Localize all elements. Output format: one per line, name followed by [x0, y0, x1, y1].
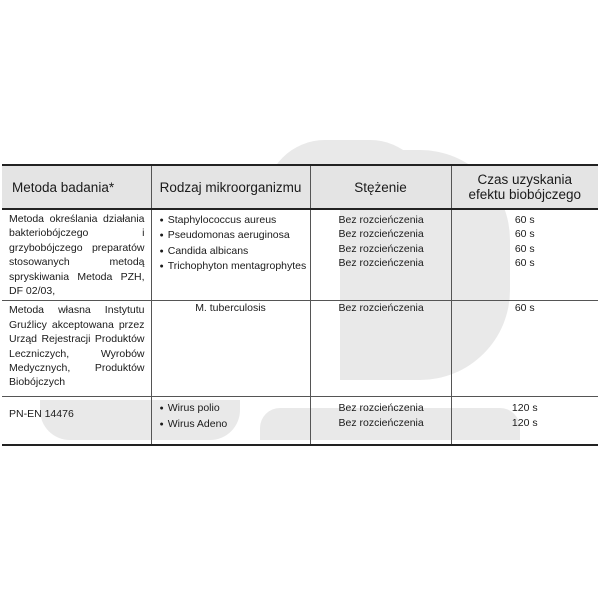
- header-concentration: Stężenie: [310, 165, 451, 209]
- time-value: 60 s: [514, 257, 535, 270]
- time-value: 60 s: [514, 214, 535, 226]
- list-item: ● Pseudomonas aeruginosa: [160, 228, 309, 243]
- organism-list: [160, 401, 309, 432]
- time-value: 60 s: [514, 242, 535, 255]
- concentration-value: Bez rozcieńczenia: [338, 402, 424, 415]
- organism-cell: [151, 397, 310, 445]
- organism-cell: [151, 209, 310, 301]
- biocidal-efficacy-table: [2, 164, 598, 446]
- concentration-cell: [310, 397, 451, 445]
- organism-list: [160, 213, 309, 275]
- list-item: ● Staphylococcus aureus: [160, 213, 309, 228]
- time-cell: 60 s: [451, 301, 598, 397]
- concentration-value: Bez rozcieńczenia: [338, 257, 424, 270]
- table-header-row: [2, 165, 598, 209]
- list-item: ● Trichophyton mentagrophytes: [160, 259, 309, 274]
- header-organism: Rodzaj mikroorganizmu: [151, 165, 310, 209]
- concentration-value: Bez rozcieńczenia: [338, 214, 424, 226]
- header-time: [451, 165, 598, 209]
- list-item: ● Candida albicans: [160, 244, 309, 259]
- concentration-cell: [310, 209, 451, 301]
- header-method: Metoda badania*: [2, 165, 151, 209]
- concentration-cell: Bez rozcieńczenia: [310, 301, 451, 397]
- time-value: 120 s: [511, 416, 538, 429]
- organism-cell: M. tuberculosis: [151, 301, 310, 397]
- concentration-value: Bez rozcieńczenia: [338, 416, 424, 429]
- table-row: [2, 301, 598, 397]
- table-row: [2, 397, 598, 445]
- method-cell: Metoda własna Instytutu Gruźlicy akceptowana przez Urząd Rejestracji Produktów Leczniczych, Wyrobów Medycznych, Produktów Biobójczych: [2, 301, 151, 397]
- header-time-line1: Czas uzyskania: [477, 172, 573, 187]
- table-row: [2, 209, 598, 301]
- time-cell: [451, 397, 598, 445]
- concentration-value: Bez rozcieńczenia: [338, 228, 424, 241]
- time-cell: [451, 209, 598, 301]
- list-item: ● Wirus polio: [160, 401, 309, 416]
- header-time-line2: efektu biobójczego: [468, 187, 582, 202]
- method-cell: Metoda określania działania bakteriobójczego i grzybobójczego preparatów stosowanych metodą spryskiwania Metoda PZH, DF 02/03,: [2, 209, 151, 301]
- time-value: 60 s: [514, 228, 535, 241]
- list-item: ● Wirus Adeno: [160, 417, 309, 432]
- concentration-value: Bez rozcieńczenia: [338, 242, 424, 255]
- time-value: 120 s: [511, 402, 538, 415]
- method-cell: PN-EN 14476: [2, 397, 151, 445]
